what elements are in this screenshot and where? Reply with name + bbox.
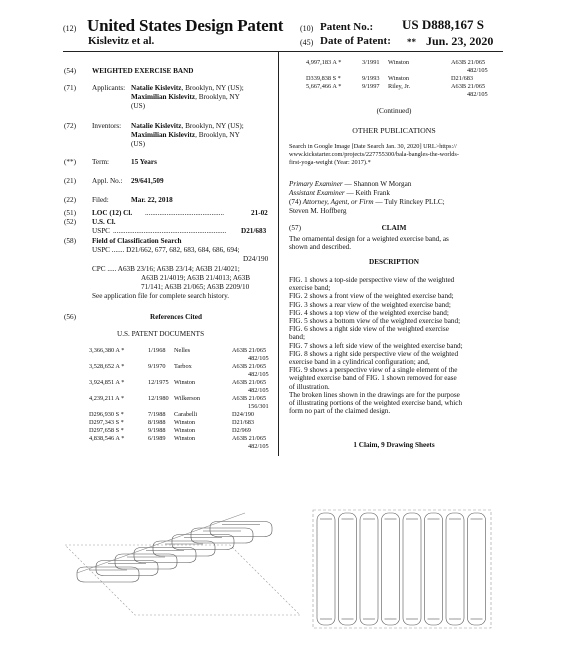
code-22: (22) [64, 196, 76, 204]
patent-number: US D888,167 S [402, 17, 484, 32]
other-publications-heading: OTHER PUBLICATIONS [352, 126, 436, 135]
field-search-label: Field of Classification Search [92, 237, 182, 245]
description-line: form no part of the claimed design. [289, 407, 391, 416]
ref-date: 9/1970 [148, 363, 166, 370]
column-divider [278, 51, 279, 456]
ref-name: Riley, Jr. [388, 83, 411, 90]
other-pub-line-2: www.kickstarter.com/projects/227755300/bala-bangles-the-worlds- [289, 151, 459, 158]
ref-cls: A63B 21/065 [232, 363, 267, 370]
code-56: (56) [64, 313, 76, 321]
ref-cls: D24/190 [232, 411, 255, 418]
assistant-examiner-name: — Keith Frank [344, 189, 391, 197]
description-line: FIG. 8 shows a right side perspective view of the weighted [289, 349, 459, 358]
ref-cls: A63B 21/065 [232, 395, 267, 402]
ref-date: 3/1991 [362, 59, 380, 66]
code-term: (**) [64, 158, 76, 166]
baseplate-outline [65, 545, 300, 615]
ref-no: 3,924,851 A * [89, 379, 125, 386]
code-51: (51) [64, 209, 76, 217]
ref-no: D339,838 S * [306, 75, 341, 82]
ref-name: Winston [174, 435, 196, 442]
description-line: exercise band; [289, 284, 331, 293]
claim-line-2: shown and described. [289, 243, 352, 252]
references-cited-heading: References Cited [150, 313, 202, 321]
code-71: (71) [64, 84, 76, 92]
other-pub-line-1: Search in Google Image [Date Search Jan. 30, 2020] URL>https:// [289, 143, 457, 150]
ref-date: 6/1989 [148, 435, 166, 442]
weight-segment-top [446, 513, 464, 625]
ref-cls2: 482/105 [248, 443, 269, 450]
ref-date: 7/1988 [148, 411, 166, 418]
ref-cls2: 482/105 [248, 355, 269, 362]
applicant-line-2 [131, 93, 240, 102]
inventors-label: Inventors: [92, 122, 122, 130]
patent-no-label: Patent No.: [320, 21, 374, 33]
description-line: exercise band in a cylindrical configuration; and, [289, 358, 430, 367]
weight-segment-top [360, 513, 378, 625]
weight-segment-top [339, 513, 357, 625]
attorney-label: Attorney, Agent, or Firm [302, 198, 374, 206]
claim-line-1: The ornamental design for a weighted exercise band, as [289, 235, 449, 243]
code-58: (58) [64, 237, 76, 245]
other-pub-line-3: first-yoga-weight (Year: 2017).* [289, 159, 371, 166]
appl-no-value: 29/641,509 [131, 177, 164, 185]
filed-value: Mar. 22, 2018 [131, 196, 173, 204]
claim-heading: CLAIM [381, 224, 407, 232]
ref-cls: A63B 21/065 [232, 347, 267, 354]
description-line: of illustrating portions of the weighted exercise band, which [289, 399, 463, 408]
description-line: FIG. 1 shows a top-side perspective view of the weighted [289, 276, 455, 284]
code-12: (12) [63, 24, 77, 33]
description-line: FIG. 5 shows a bottom view of the weighted exercise band; [289, 317, 461, 326]
description-text [289, 276, 498, 415]
description-line: FIG. 4 shows a top view of the weighted exercise band; [289, 308, 449, 317]
code-57: (57) [289, 224, 301, 232]
appl-no-label: Appl. No.: [92, 177, 123, 185]
ref-no: 4,838,546 A * [89, 435, 125, 442]
ref-cls2: 482/105 [467, 91, 488, 98]
description-line: FIG. 3 shows a rear view of the weighted exercise band; [289, 300, 451, 309]
attorney-name: — Tuly Rinckey PLLC; [373, 198, 445, 206]
date-stars: ** [407, 37, 416, 47]
description-line: band; [289, 333, 305, 342]
ref-name: Winston [174, 379, 196, 386]
document-type-title: United States Design Patent [87, 16, 284, 35]
weight-segment-top [317, 513, 335, 625]
inventor-line-1 [131, 122, 244, 131]
top-view-drawing [313, 510, 491, 628]
ref-cls2: 156/301 [248, 403, 269, 410]
description-line: of illustration. [289, 382, 330, 391]
ref-date: 9/1993 [362, 75, 380, 82]
ref-date: 12/1980 [148, 395, 169, 402]
ref-name: Wilkerson [174, 395, 200, 402]
continued-label: (Continued) [376, 107, 412, 115]
applicant-name-2: Maximilian Kislevitz [131, 93, 196, 101]
claim-text [289, 235, 498, 251]
ref-name: Tarbox [174, 363, 192, 370]
date-label: Date of Patent: [320, 35, 391, 47]
perspective-drawing [65, 513, 300, 615]
code-10: (10) [300, 24, 314, 33]
term-value: 15 Years [131, 158, 157, 166]
ref-date: 1/1968 [148, 347, 166, 354]
attorney-name-2: Steven M. Hoffberg [289, 207, 347, 215]
inventor-country: (US) [131, 140, 145, 148]
uspc-label: USPC [92, 227, 110, 235]
assistant-examiner [289, 189, 390, 198]
assistant-examiner-label: Assistant Examiner [289, 189, 345, 197]
ref-cls2: 482/105 [467, 67, 488, 74]
primary-examiner-label: Primary Examiner [289, 180, 343, 188]
ref-name: Winston [388, 59, 410, 66]
code-21: (21) [64, 177, 76, 185]
ref-date: 9/1988 [148, 427, 166, 434]
ref-cls2: 482/105 [248, 387, 269, 394]
inventor-name-1: Natalie Kislevitz [131, 122, 182, 130]
field-search-uspc: USPC ....... D21/662, 677, 682, 683, 684, 686, 694; [92, 246, 240, 254]
uscl-label: U.S. Cl. [92, 218, 116, 226]
ref-no: D297,343 S * [89, 419, 124, 426]
applicant-country: (US) [131, 102, 145, 110]
ref-date: 8/1988 [148, 419, 166, 426]
ref-name: Winston [174, 419, 196, 426]
description-line: FIG. 7 shows a left side view of the weighted exercise band; [289, 341, 463, 350]
inventor-short: Kislevitz et al. [88, 35, 155, 47]
code-52: (52) [64, 218, 76, 226]
description-line: The broken lines shown in the drawings are for the purpose [289, 390, 460, 399]
header-rule [63, 51, 503, 52]
inventor-loc-1: , Brooklyn, NY (US); [181, 122, 244, 130]
ref-no: D296,930 S * [89, 411, 124, 418]
loc-value: 21-02 [251, 209, 268, 217]
ref-name: Carabelli [174, 411, 198, 418]
description-heading: DESCRIPTION [369, 258, 419, 266]
inventor-name-2: Maximilian Kislevitz [131, 131, 196, 139]
ref-cls: A63B 21/065 [451, 59, 486, 66]
term-label: Term: [92, 158, 110, 166]
ref-date: 9/1997 [362, 83, 380, 90]
ref-no: 3,528,652 A * [89, 363, 125, 370]
design-drawings [55, 505, 535, 635]
ref-cls: A63B 21/065 [451, 83, 486, 90]
ref-no: 5,667,466 A * [306, 83, 342, 90]
loc-label: LOC (12) Cl. [92, 209, 133, 217]
description-line: FIG. 2 shows a front view of the weighted exercise band; [289, 292, 454, 301]
applicant-loc-1: , Brooklyn, NY (US); [181, 84, 244, 92]
code-54: (54) [64, 67, 76, 75]
description-line: FIG. 9 shows a perspective view of a single element of the [289, 366, 458, 375]
code-74: (74) [289, 198, 301, 206]
field-search-uspc-2: D24/190 [243, 255, 269, 263]
applicant-loc-2: , Brooklyn, NY [195, 93, 240, 101]
ref-no: 4,239,211 A * [89, 395, 125, 402]
ref-cls: A63B 21/065 [232, 379, 267, 386]
uspc-value: D21/683 [241, 227, 267, 235]
ref-name: Nelles [174, 347, 191, 354]
ref-cls: A63B 21/065 [232, 435, 267, 442]
filed-label: Filed: [92, 196, 109, 204]
ref-name: Winston [388, 75, 410, 82]
claims-sheets: 1 Claim, 9 Drawing Sheets [353, 441, 435, 449]
code-45: (45) [300, 38, 314, 47]
description-line: weighted exercise band of FIG. 1 shown removed for ease [289, 374, 457, 383]
attorney-line [289, 198, 445, 207]
ref-date: 12/1975 [148, 379, 169, 386]
weight-segment-top [425, 513, 443, 625]
uspc-leader: ............................................................... [113, 227, 227, 235]
field-search-cpc-3: 71/141; A63B 21/065; A63B 2209/10 [141, 283, 250, 291]
us-docs-heading: U.S. PATENT DOCUMENTS [117, 330, 205, 338]
primary-examiner [289, 180, 411, 189]
loc-leader: ............................................ [145, 209, 225, 217]
code-72: (72) [64, 122, 76, 130]
design-title: WEIGHTED EXERCISE BAND [92, 67, 194, 75]
applicants-label: Applicants: [92, 84, 126, 92]
weight-segment-top [403, 513, 421, 625]
field-search-note: See application file for complete search history. [92, 292, 230, 300]
ref-cls2: 482/105 [248, 371, 269, 378]
ref-no: 3,366,380 A * [89, 347, 125, 354]
description-line: FIG. 6 shows a right side view of the weighted exercise [289, 325, 449, 334]
ref-no: D297,658 S * [89, 427, 124, 434]
ref-name: Winston [174, 427, 196, 434]
applicant-line-1 [131, 84, 244, 93]
primary-examiner-name: — Shannon W Morgan [342, 180, 412, 188]
ref-no: 4,997,183 A * [306, 59, 342, 66]
inventor-loc-2: , Brooklyn, NY [195, 131, 240, 139]
weight-segment-top [382, 513, 400, 625]
field-search-cpc: CPC ..... A63B 23/16; A63B 23/14; A63B 21/4021; [92, 265, 240, 273]
inventor-line-2 [131, 131, 240, 140]
patent-date: Jun. 23, 2020 [426, 34, 494, 48]
ref-cls: D2/969 [232, 427, 251, 434]
ref-cls: D21/683 [232, 419, 255, 426]
ref-cls: D21/683 [451, 75, 474, 82]
field-search-cpc-2: A63B 21/4019; A63B 21/4013; A63B [141, 274, 251, 282]
weight-segment-top [468, 513, 486, 625]
applicant-name-1: Natalie Kislevitz [131, 84, 182, 92]
